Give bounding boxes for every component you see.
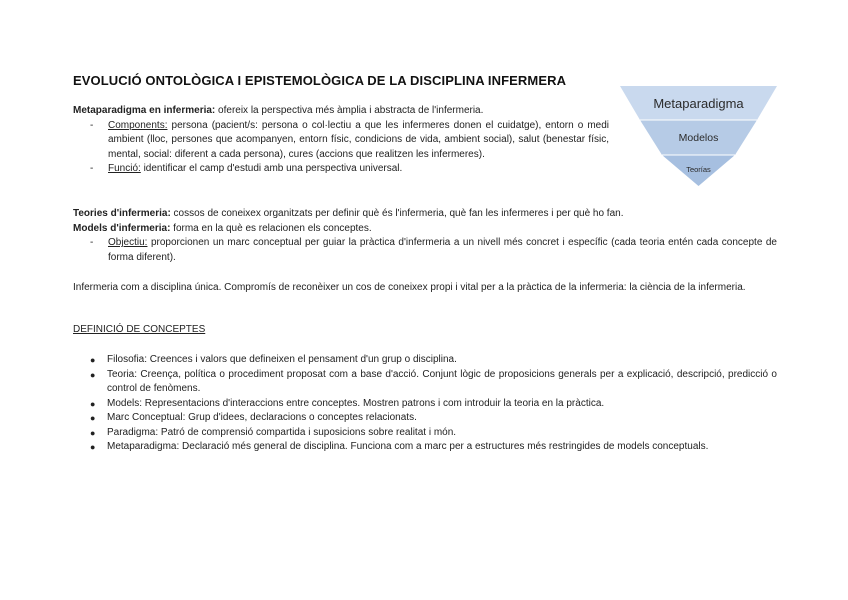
- definicio-filosofia: Filosofia: Creences i valors que defineixen el pensament d'un grup o disciplina.: [107, 354, 457, 365]
- components-label: Components:: [108, 119, 168, 131]
- pyramid-label-metaparadigma: Metaparadigma: [653, 96, 744, 111]
- objectiu-text: proporcionen un marc conceptual per guiar la pràctica d'infermeria a un nivell més concret i específic (cada teoria entén cada concepte de forma diferent).: [108, 237, 777, 263]
- pyramid-label-modelos: Modelos: [678, 132, 719, 144]
- list-item: [73, 440, 777, 455]
- teories-text: cossos de coneixex organitzats per definir què és l'infermeria, què fan les infermeres i per què ho fan.: [170, 208, 624, 219]
- definicio-list: [73, 353, 777, 455]
- bullet-dot: ●: [90, 369, 96, 380]
- models-label: Models d'infermeria:: [73, 222, 171, 234]
- list-item: [73, 119, 609, 163]
- components-text: persona (pacient/s: persona o col·lectiu a que les infermeres donen el cuidatge), entorn o medi ambient (lloc, persones que acompanyen, entorn físic, condicions de vida, ambient social), salut (benestar físic, mental, social: diferent a cada persona), cures (accions que realitzen les infermeres).: [108, 119, 609, 160]
- definicio-marc-conceptual: Marc Conceptual: Grup d'idees, declaracions o conceptes relacionats.: [107, 412, 417, 423]
- objectiu-label: Objectiu:: [108, 237, 148, 248]
- list-item: [73, 353, 777, 368]
- definicio-metaparadigma: Metaparadigma: Declaració més general de disciplina. Funciona com a marc per a estructures més restringides de models conceptuals.: [107, 441, 709, 452]
- page-title: EVOLUCIÓ ONTOLÒGICA I EPISTEMOLÒGICA DE LA DISCIPLINA INFERMERA: [73, 73, 567, 88]
- list-item: [73, 411, 777, 426]
- definicio-paradigma: Paradigma: Patró de comprensió compartida i suposicions sobre realitat i món.: [107, 426, 457, 438]
- definicio-models: Models: Representacions d'interaccions entre conceptes. Mostren patrons i com introduir la teoria en la pràctica.: [107, 397, 605, 409]
- metaparadigma-pyramid: [620, 86, 777, 186]
- bullet-dot: ●: [90, 442, 96, 452]
- pyramid-label-teorias: Teorías: [686, 165, 711, 174]
- dash-bullet: -: [90, 237, 94, 248]
- disciplina-paragraph: Infermeria com a disciplina única. Compromís de reconèixer un cos de coneixex propi i vital per a la pràctica de la infermeria: la ciència de la infermeria.: [73, 282, 746, 293]
- bullet-dot: ●: [90, 427, 96, 438]
- funcio-label: Funció:: [108, 163, 141, 174]
- definicio-heading: DEFINICIÓ DE CONCEPTES: [73, 324, 206, 335]
- list-item: [73, 397, 777, 412]
- metaparadigma-list: [73, 119, 609, 177]
- list-item: [73, 236, 777, 265]
- metaparadigma-definition: [73, 104, 609, 119]
- bullet-dot: ●: [90, 355, 96, 365]
- metaparadigma-section: [73, 104, 609, 177]
- models-definition: [73, 222, 777, 237]
- dash-bullet: -: [90, 119, 94, 131]
- models-text: forma en la què es relacionen els conceptes.: [170, 222, 372, 234]
- list-item: [73, 162, 609, 177]
- list-item: [73, 426, 777, 441]
- teories-label: Teories d'infermeria:: [73, 208, 171, 219]
- definicio-section: [73, 353, 777, 455]
- bullet-dot: ●: [90, 413, 96, 423]
- definicio-teoria: Teoria: Creença, política o procediment proposat com a base d'acció. Conjunt lògic de proposicions generals per a explicació, descripció, predicció o control de fenòmens.: [107, 368, 777, 394]
- metaparadigma-label: Metaparadigma en infermeria:: [73, 105, 216, 116]
- bullet-dot: ●: [90, 398, 96, 409]
- dash-bullet: -: [90, 163, 94, 174]
- teories-models-section: [73, 207, 777, 265]
- models-list: [73, 236, 777, 265]
- metaparadigma-text: ofereix la perspectiva més àmplia i abstracta de l'infermeria.: [215, 105, 484, 116]
- funcio-text: identificar el camp d'estudi amb una perspectiva universal.: [140, 163, 403, 174]
- teories-definition: [73, 207, 777, 222]
- list-item: [73, 368, 777, 397]
